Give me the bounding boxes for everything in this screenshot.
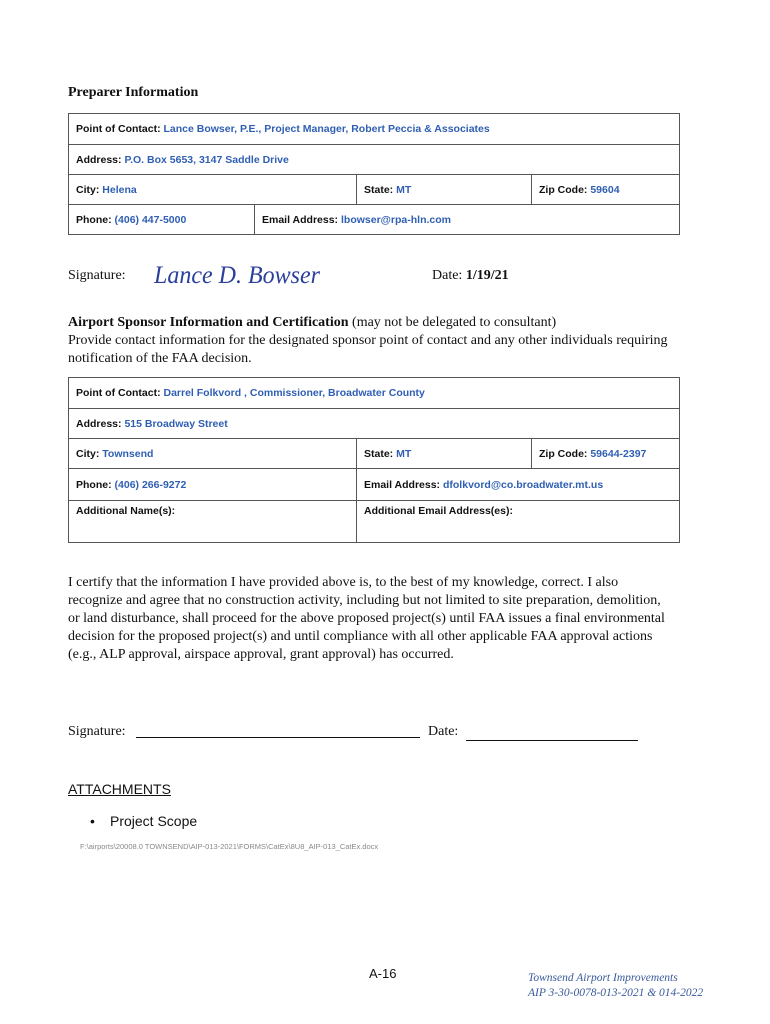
- sponsor-phone-label: Phone:: [76, 478, 112, 491]
- preparer-date-label: Date:: [432, 268, 463, 283]
- footer-project-line1: Townsend Airport Improvements: [528, 972, 678, 984]
- attachment-item: [90, 813, 197, 829]
- preparer-email-cell: [255, 205, 680, 235]
- certification-signature-label: Signature:: [68, 724, 126, 739]
- preparer-zip-label: Zip Code:: [539, 183, 588, 196]
- preparer-date-value: 1/19/21: [465, 268, 509, 283]
- sponsor-address-value: 515 Broadway Street: [124, 417, 228, 430]
- sponsor-address-label: Address:: [76, 417, 122, 430]
- certification-date-label: Date:: [428, 724, 459, 739]
- sponsor-state-cell: [357, 439, 532, 469]
- preparer-state-value: MT: [396, 183, 412, 196]
- preparer-phone-cell: [69, 205, 255, 235]
- sponsor-table: [68, 377, 680, 543]
- preparer-table: [68, 113, 680, 235]
- sponsor-city-cell: [69, 439, 357, 469]
- preparer-phone-value: (406) 447-5000: [114, 213, 187, 226]
- sponsor-phone-cell: [69, 469, 357, 501]
- preparer-email-value: lbowser@rpa-hln.com: [340, 213, 451, 226]
- sponsor-state-value: MT: [396, 447, 412, 460]
- preparer-poc-value: Lance Bowser, P.E., Project Manager, Robert Peccia & Associates: [163, 123, 490, 135]
- sponsor-addl-names-cell: [69, 501, 357, 543]
- preparer-heading: Preparer Information: [68, 85, 199, 100]
- sponsor-zip-value: 59644-2397: [590, 447, 647, 460]
- page-number: A-16: [369, 966, 397, 981]
- sponsor-email-label: Email Address:: [364, 478, 441, 491]
- preparer-zip-value: 59604: [590, 183, 620, 196]
- preparer-city-label: City:: [76, 183, 100, 196]
- sponsor-state-label: State:: [364, 447, 394, 460]
- signature-line[interactable]: [136, 737, 420, 738]
- preparer-poc-cell: [69, 114, 680, 145]
- sponsor-address-cell: [69, 409, 680, 439]
- sponsor-heading-title: Airport Sponsor Information and Certification: [68, 315, 349, 330]
- date-line[interactable]: [466, 740, 638, 741]
- bullet-icon: •: [90, 813, 95, 829]
- preparer-city-value: Helena: [102, 183, 137, 196]
- preparer-date: [432, 267, 509, 285]
- sponsor-email-value: dfolkvord@co.broadwater.mt.us: [442, 478, 604, 491]
- sponsor-city-value: Townsend: [102, 447, 154, 460]
- preparer-address-cell: [69, 145, 680, 175]
- sponsor-email-cell: [357, 469, 680, 501]
- attachments-heading: ATTACHMENTS: [68, 781, 171, 797]
- preparer-address-value: P.O. Box 5653, 3147 Saddle Drive: [124, 153, 289, 166]
- sponsor-zip-cell: [532, 439, 680, 469]
- preparer-state-label: State:: [364, 183, 394, 196]
- preparer-phone-label: Phone:: [76, 213, 112, 226]
- sponsor-heading: [68, 314, 688, 332]
- preparer-city-cell: [69, 175, 357, 205]
- preparer-email-label: Email Address:: [262, 213, 339, 226]
- sponsor-phone-value: (406) 266-9272: [114, 478, 187, 491]
- sponsor-addl-emails-cell: [357, 501, 680, 543]
- sponsor-city-label: City:: [76, 447, 100, 460]
- sponsor-addl-emails-label: Additional Email Address(es):: [364, 505, 513, 517]
- sponsor-heading-note: (may not be delegated to consultant): [352, 315, 557, 330]
- sponsor-poc-label: Point of Contact:: [76, 387, 161, 399]
- preparer-poc-label: Point of Contact:: [76, 123, 161, 135]
- file-path: F:\airports\20008.0 TOWNSEND\AIP-013-2021\FORMS\CatEx\8U8_AIP-013_CatEx.docx: [80, 842, 379, 851]
- preparer-address-label: Address:: [76, 153, 122, 166]
- handwritten-signature: [150, 255, 325, 293]
- sponsor-instructions: Provide contact information for the designated sponsor point of contact and any other individuals requiring notification of the FAA decision.: [68, 333, 668, 366]
- preparer-zip-cell: [532, 175, 680, 205]
- attachment-item-label: Project Scope: [110, 813, 198, 829]
- sponsor-addl-names-label: Additional Name(s):: [76, 505, 176, 517]
- sponsor-zip-label: Zip Code:: [539, 447, 588, 460]
- sponsor-poc-cell: [69, 378, 680, 409]
- certification-text: I certify that the information I have provided above is, to the best of my knowledge, correct. I also recognize and agree that no construction activity, including but not limited to site preparation, demolition, or land disturbance, shall proceed for the above proposed project(s) until FAA issues a final environmental decision for the proposed project(s) and until compliance with all other applicable FAA approval actions (e.g., ALP approval, airspace approval, grant approval) has occurred.: [68, 575, 665, 662]
- signature-script-text: Lance D. Bowser: [153, 262, 321, 289]
- sponsor-poc-value: Darrel Folkvord , Commissioner, Broadwater County: [163, 387, 425, 399]
- preparer-signature-label: Signature:: [68, 268, 126, 283]
- preparer-state-cell: [357, 175, 532, 205]
- footer-project-line2: AIP 3-30-0078-013-2021 & 014-2022: [528, 987, 704, 999]
